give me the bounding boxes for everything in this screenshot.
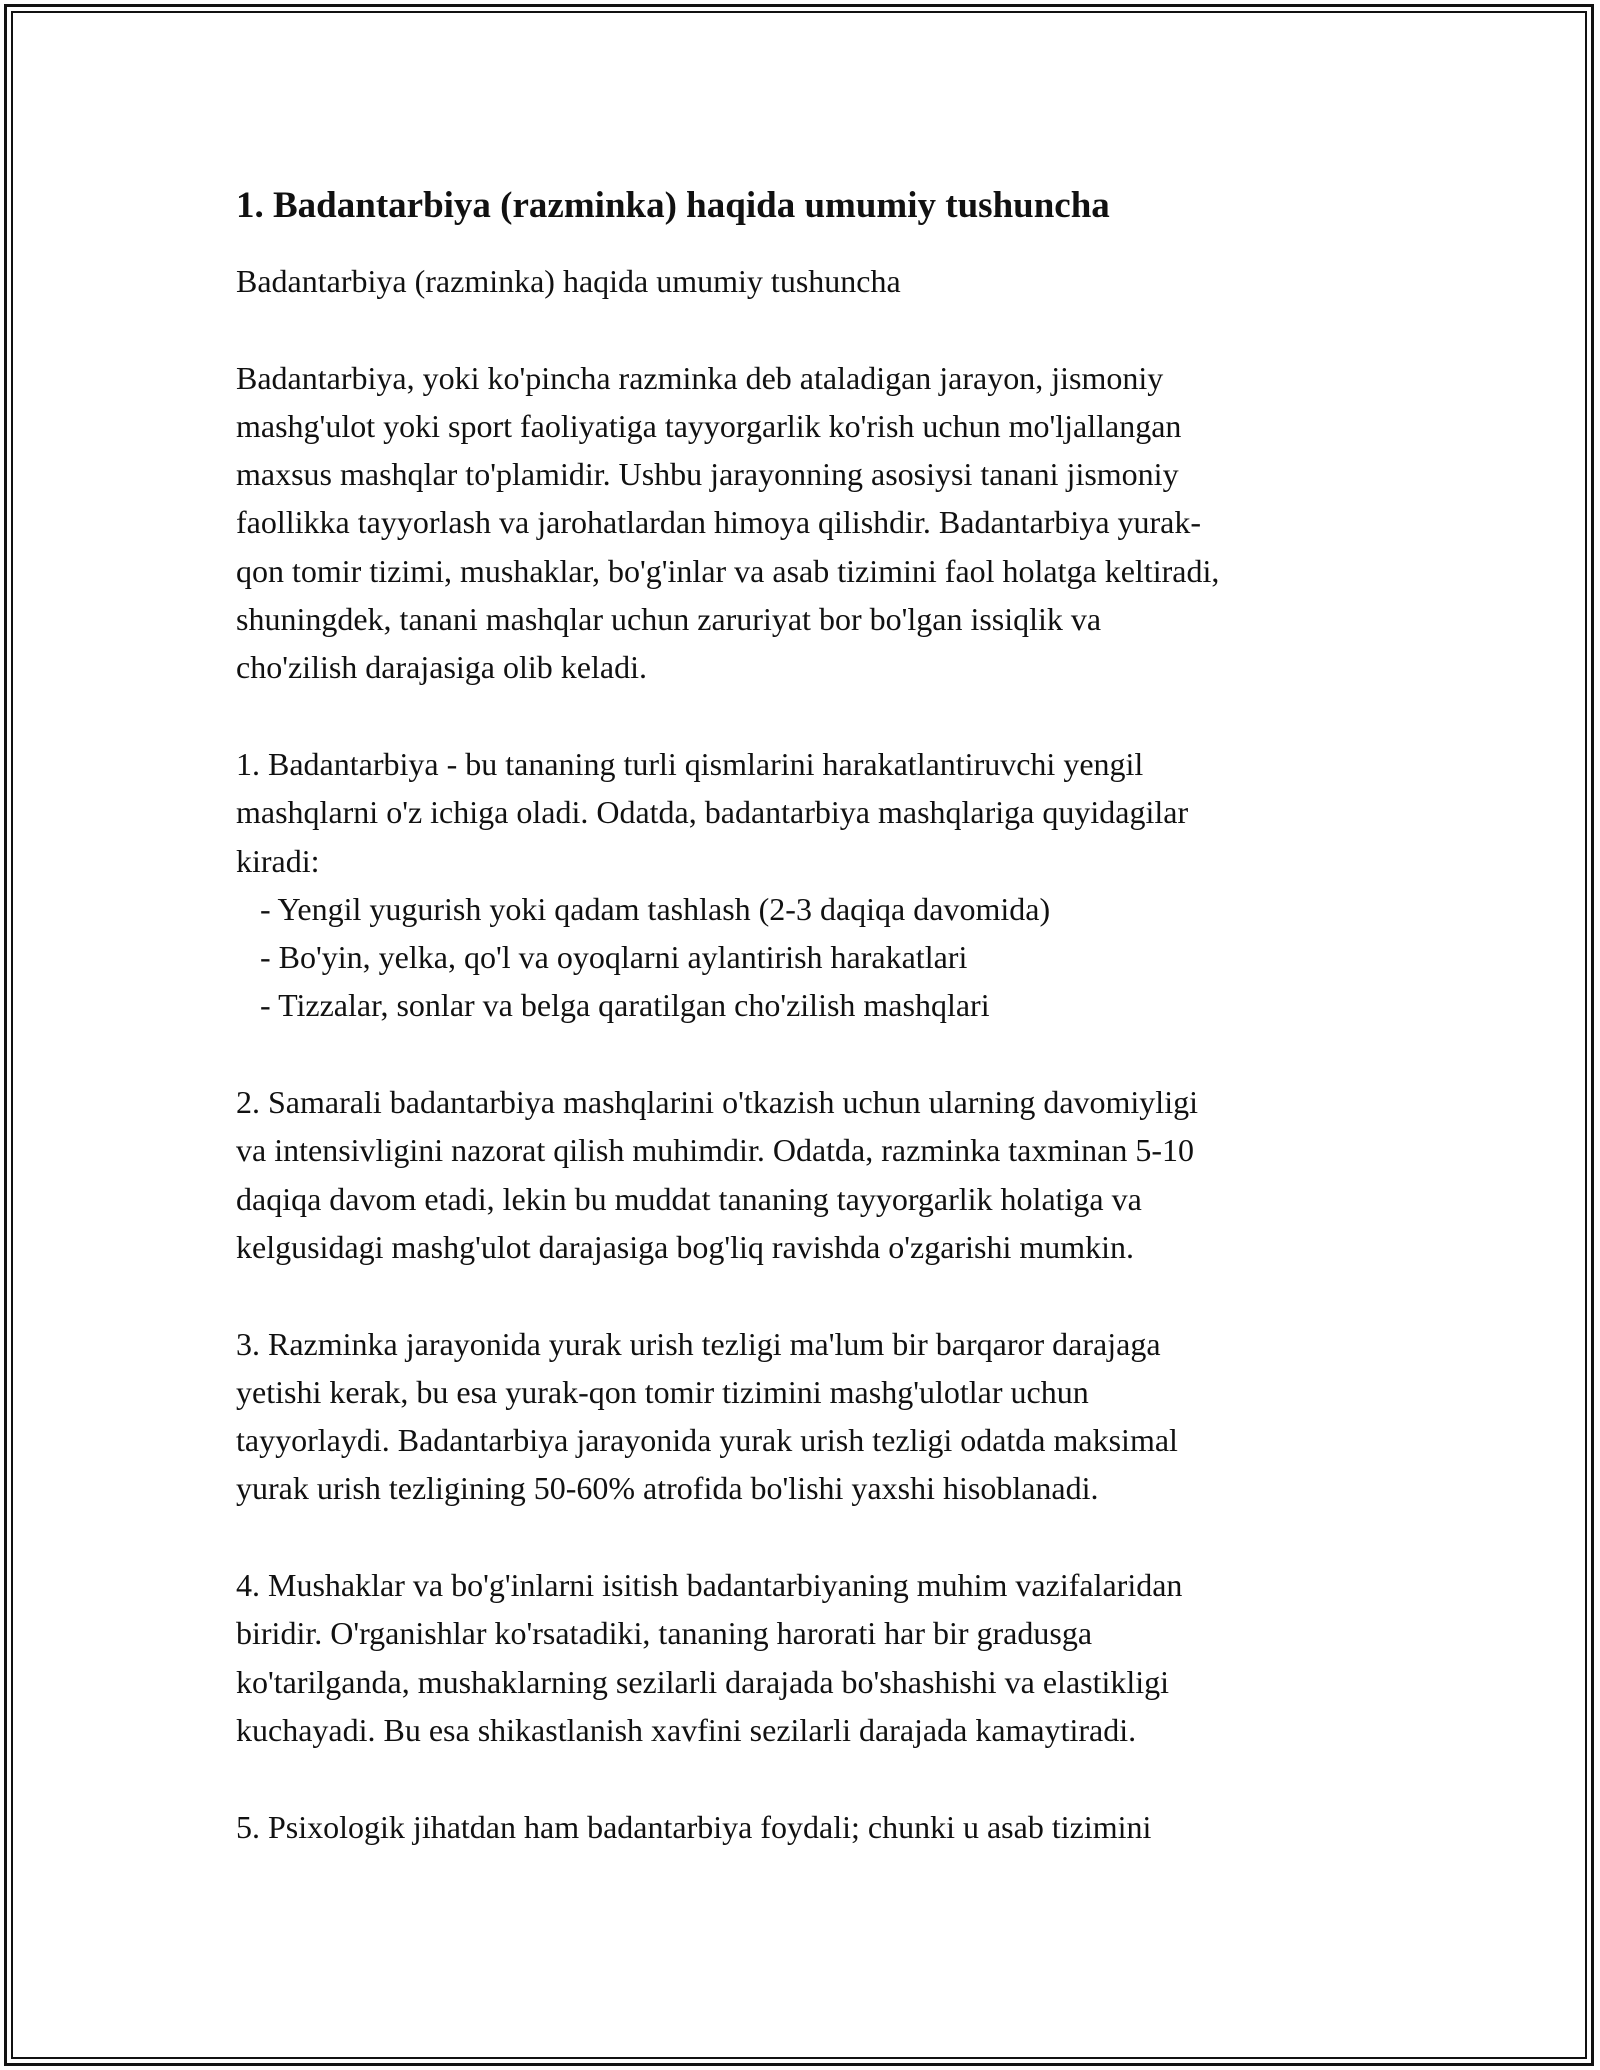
text-line: tayyorlaydi. Badantarbiya jarayonida yurak urish tezligi odatda maksimal — [236, 1422, 1178, 1459]
text-line: yurak urish tezligining 50-60% atrofida bo'lishi yaxshi hisoblanadi. — [236, 1470, 1099, 1507]
text-line: cho'zilish darajasiga olib keladi. — [236, 649, 647, 686]
text-line: va intensivligini nazorat qilish muhimdir. Odatda, razminka taxminan 5-10 — [236, 1132, 1195, 1169]
text-line: maxsus mashqlar to'plamidir. Ushbu jarayonning asosiysi tanani jismoniy — [236, 456, 1179, 493]
text-line: mashg'ulot yoki sport faoliyatiga tayyorgarlik ko'rish uchun mo'ljallangan — [236, 407, 1182, 444]
list-item: - Yengil yugurish yoki qadam tashlash (2-3 daqiqa davomida) — [236, 890, 1051, 927]
text-line: mashqlarni o'z ichiga oladi. Odatda, badantarbiya mashqlariga quyidagilar — [236, 794, 1189, 831]
text-line: 4. Mushaklar va bo'g'inlarni isitish badantarbiyaning muhim vazifalaridan — [236, 1567, 1183, 1604]
text-line: kiradi: — [236, 842, 320, 879]
text-line: qon tomir tizimi, mushaklar, bo'g'inlar va asab tizimini faol holatga keltiradi, — [236, 552, 1220, 589]
text-line: kuchayadi. Bu esa shikastlanish xavfini sezilarli darajada kamaytiradi. — [236, 1711, 1137, 1748]
text-line: kelgusidagi mashg'ulot darajasiga bog'liq ravishda o'zgarishi mumkin. — [236, 1228, 1135, 1265]
point-4-paragraph — [236, 1561, 1386, 1754]
point-5-paragraph — [236, 1803, 1386, 1851]
text-line: ko'tarilganda, mushaklarning sezilarli darajada bo'shashishi va elastikligi — [236, 1663, 1170, 1700]
text-line: 3. Razminka jarayonida yurak urish tezligi ma'lum bir barqaror darajaga — [236, 1325, 1161, 1362]
text-line: Badantarbiya, yoki ko'pincha razminka deb ataladigan jarayon, jismoniy — [236, 359, 1164, 396]
text-line: biridir. O'rganishlar ko'rsatadiki, tananing harorati har bir gradusga — [236, 1615, 1093, 1652]
text-line: yetishi kerak, bu esa yurak-qon tomir tizimini mashg'ulotlar uchun — [236, 1373, 1089, 1410]
intro-paragraph — [236, 354, 1386, 692]
page-title: 1. Badantarbiya (razminka) haqida umumiy tushuncha — [236, 185, 1110, 226]
text-line: daqiqa davom etadi, lekin bu muddat tananing tayyorgarlik holatiga va — [236, 1180, 1142, 1217]
text-line: shuningdek, tanani mashqlar uchun zaruriyat bor bo'lgan issiqlik va — [236, 601, 1102, 638]
text-line: faollikka tayyorlash va jarohatlardan himoya qilishdir. Badantarbiya yurak- — [236, 504, 1202, 541]
point-2-paragraph — [236, 1078, 1386, 1271]
bullet-list — [236, 885, 1386, 1030]
text-line: 5. Psixologik jihatdan ham badantarbiya foydali; chunki u asab tizimini — [236, 1808, 1152, 1845]
text-line: 2. Samarali badantarbiya mashqlarini o'tkazish uchun ularning davomiyligi — [236, 1084, 1198, 1121]
document-body — [236, 182, 1386, 1851]
page-subtitle: Badantarbiya (razminka) haqida umumiy tushuncha — [236, 263, 901, 299]
list-item: - Tizzalar, sonlar va belga qaratilgan cho'zilish mashqlari — [236, 987, 990, 1024]
point-1-paragraph — [236, 740, 1386, 1030]
list-item: - Bo'yin, yelka, qo'l va oyoqlarni aylantirish harakatlari — [236, 939, 968, 976]
point-3-paragraph — [236, 1320, 1386, 1513]
text-line: 1. Badantarbiya - bu tananing turli qismlarini harakatlantiruvchi yengil — [236, 745, 1144, 782]
